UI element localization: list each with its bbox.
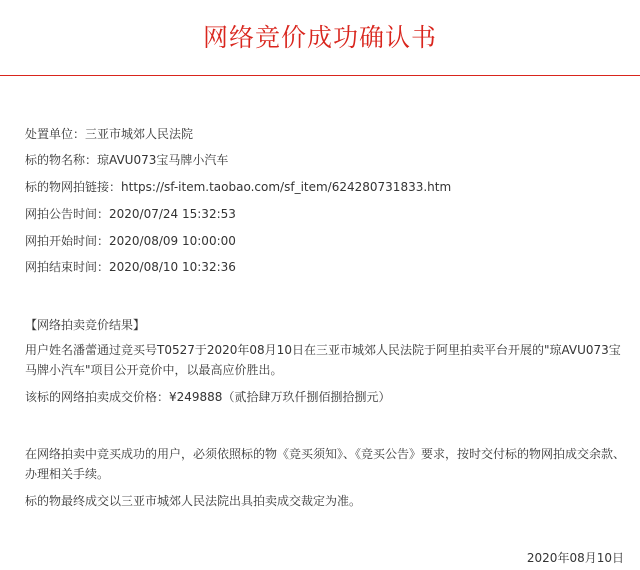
auction-link[interactable]: https://sf-item.taobao.com/sf_item/624280731833.htm: [121, 180, 452, 194]
document-title: 网络竞价成功确认书: [202, 23, 437, 52]
document-date: 2020年08月10日: [526, 551, 624, 565]
field-label: 标的物名称：: [25, 153, 98, 167]
title-divider: [0, 75, 640, 76]
field-label: 网拍开始时间：: [25, 234, 110, 248]
result-text: 用户姓名潘蕾通过竞买号T0527于2020年08月10日在三亚市城郊人民法院于阿里拍卖平台开展的"琼AVU073宝马牌小汽车"项目公开竞价中，以最高应价胜出。: [25, 343, 621, 377]
field-value: 三亚市城郊人民法院: [85, 127, 194, 141]
field-label: 处置单位：: [25, 127, 86, 141]
field-value: 2020/08/09 10:00:00: [109, 234, 236, 248]
field-label: 标的物网拍链接：: [25, 180, 122, 194]
field-start-time: [25, 232, 236, 250]
field-disposal-unit: [25, 125, 193, 143]
field-label: 网拍结束时间：: [25, 260, 110, 274]
field-value: 琼AVU073宝马牌小汽车: [97, 153, 229, 167]
notice-paragraph-1: 在网络拍卖中竞买成功的用户，必须依照标的物《竞买须知》、《竞买公告》要求，按时交付标的物网拍成交余款、办理相关手续。: [25, 447, 626, 481]
notice-paragraph-2: 标的物最终成交以三亚市城郊人民法院出具拍卖成交裁定为准。: [25, 494, 362, 508]
price-line: 该标的网络拍卖成交价格：¥249888（贰拾肆万玖仟捌佰捌拾捌元）: [25, 390, 391, 404]
field-label: 网拍公告时间：: [25, 207, 110, 221]
field-value: 2020/08/10 10:32:36: [109, 260, 236, 274]
result-heading: 【网络拍卖竞价结果】: [25, 318, 146, 332]
field-auction-link: [25, 178, 451, 196]
field-end-time: [25, 258, 236, 276]
field-item-name: [25, 151, 228, 169]
field-value: 2020/07/24 15:32:53: [109, 207, 236, 221]
field-announce-time: [25, 205, 236, 223]
